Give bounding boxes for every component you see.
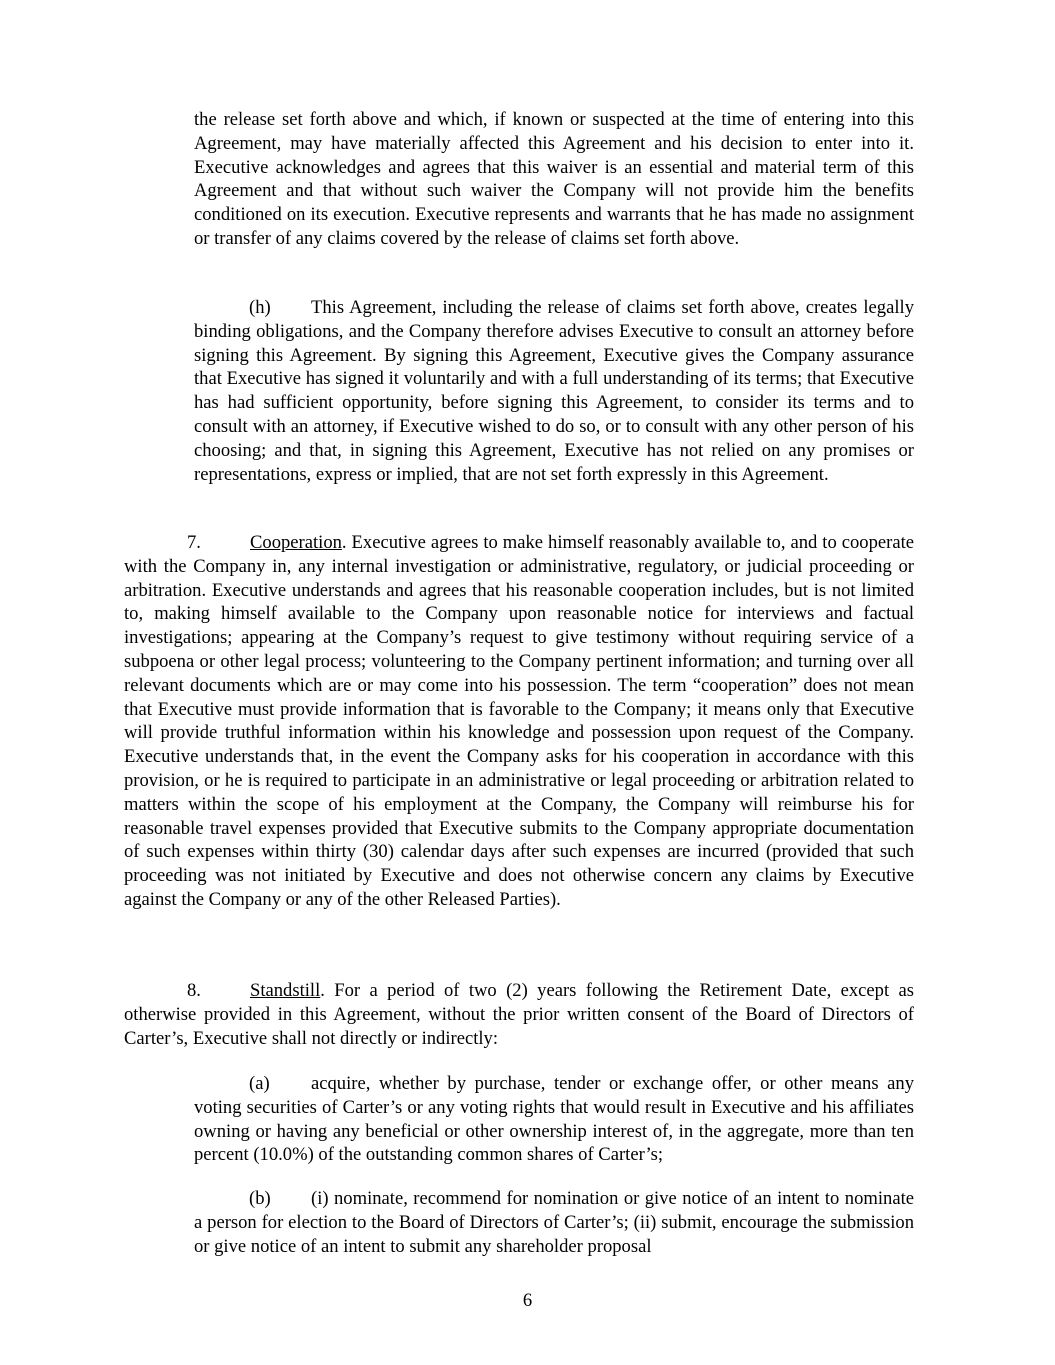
paragraph-g-continued: the release set forth above and which, if known or suspected at the time of entering into this Agreement, may have materially affected this Agreement and his decision to enter into it. Executive acknowledges and agrees that this waiver is an essential and material term of this Agreement and that without such waiver the Company will not provide him the benefits conditioned on its execution. Executive represents and warrants that he has made no assignment or transfer of any claims covered by the release of claims set forth above. [194, 109, 914, 249]
section-7-cooperation [124, 531, 914, 912]
section-7-number: 7. [187, 532, 201, 553]
paragraph-a-label: (a) [249, 1073, 270, 1094]
section-8-heading: Standstill [250, 980, 321, 1001]
section-8-heading-punct: . [320, 980, 325, 1001]
paragraph-b-label: (b) [249, 1188, 271, 1209]
section-8-standstill [124, 979, 914, 1050]
section-8-number: 8. [187, 980, 201, 1001]
paragraph-b [194, 1187, 914, 1258]
page-number: 6 [522, 1290, 533, 1311]
paragraph-b-text: (i) nominate, recommend for nomination or give notice of an intent to nominate a person for election to the Board of Directors of Carter’s; (ii) submit, encourage the submission or give notice of an intent to submit any shareholder proposal [194, 1188, 914, 1257]
paragraph-h-label: (h) [249, 297, 271, 318]
paragraph-h [194, 296, 914, 486]
paragraph-h-text: This Agreement, including the release of claims set forth above, creates legally binding obligations, and the Company therefore advises Executive to consult an attorney before signing this Agreement. By signing this Agreement, Executive gives the Company assurance that Executive has signed it voluntarily and with a full understanding of its terms; that Executive has had sufficient opportunity, before signing this Agreement, to consider its terms and to consult with an attorney, if Executive wished to do so, or to consult with any other person of his choosing; and that, in signing this Agreement, Executive has not relied on any promises or representations, express or implied, that are not set forth expressly in this Agreement. [194, 297, 914, 485]
section-7-heading-punct: . [341, 532, 347, 553]
paragraph-a-text: acquire, whether by purchase, tender or exchange offer, or other means any voting securities of Carter’s or any voting rights that would result in Executive and his affiliates owning or having any beneficial or other ownership interest of, in the aggregate, more than ten percent (10.0%) of the outstanding common shares of Carter’s; [194, 1073, 914, 1166]
section-7-heading: Cooperation [250, 532, 342, 553]
section-7-text: Executive agrees to make himself reasonably available to, and to cooperate with the Company in, any internal investigation or administrative, regulatory, or judicial proceeding or arbitration. Executive understands and agrees that his reasonable cooperation includes, but is not limited to, making himself available to the Company upon reasonable notice for interviews and factual investigations; appearing at the Company’s request to give testimony without requiring service of a subpoena or other legal process; volunteering to the Company pertinent information; and turning over all relevant documents which are or may come into his possession. The term “cooperation” does not mean that Executive must provide information that is favorable to the Company; it means only that Executive will provide truthful information within his knowledge and possession upon request of the Company. Executive understands that, in the event the Company asks for his cooperation in accordance with this provision, or he is required to participate in an administrative or legal proceeding or arbitration related to matters within the scope of his employment at the Company, the Company will reimburse his for reasonable travel expenses provided that Executive submits to the Company appropriate documentation of such expenses within thirty (30) calendar days after such expenses are incurred (provided that such proceeding was not initiated by Executive and does not otherwise concern any claims by Executive against the Company or any of the other Released Parties). [124, 532, 914, 910]
paragraph-a [194, 1072, 914, 1167]
section-8-text: For a period of two (2) years following the Retirement Date, except as otherwise provided in this Agreement, without the prior written consent of the Board of Directors of Carter’s, Executive shall not directly or indirectly: [124, 980, 914, 1049]
